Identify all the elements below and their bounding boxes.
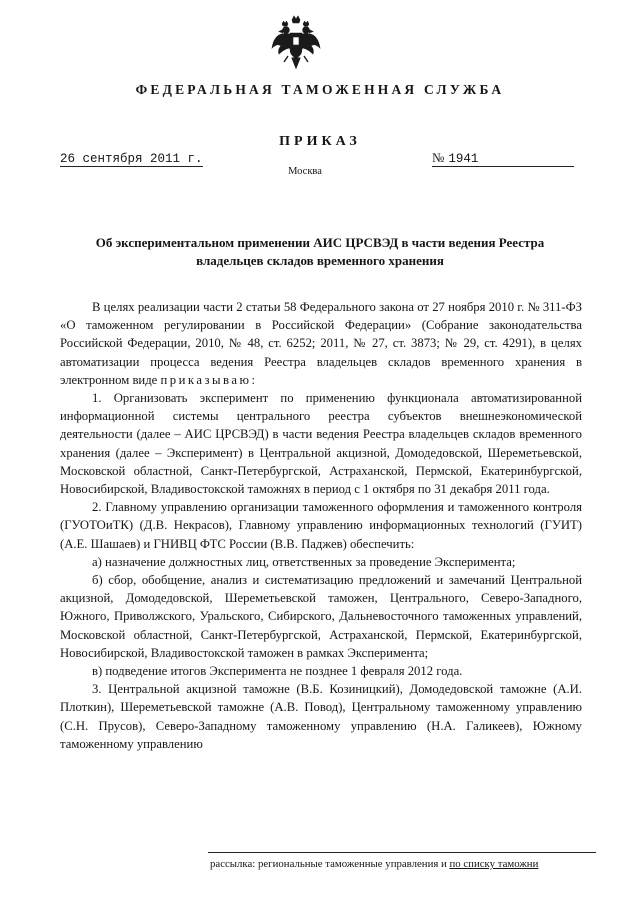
distribution-list: по списку таможни xyxy=(449,858,539,870)
distribution-note xyxy=(210,858,538,870)
order-number: 1941 xyxy=(448,152,479,166)
footer-divider xyxy=(208,852,596,853)
paragraph-2c: в) подведение итогов Эксперимента не позднее 1 февраля 2012 года. xyxy=(92,664,463,679)
paragraph-2: 2. Главному управлению организации таможенного оформления и таможенного контроля (ГУОТОиТК) (Д.В. Некрасов), Главному управлению информационных технологий (ГУИТ) (А.Е. Шашаев) и ГНИВЦ ФТС России (В.В. Паджев) обеспечить: xyxy=(60,500,582,551)
state-emblem-icon xyxy=(270,14,322,72)
number-sign: № xyxy=(432,150,445,165)
distribution-prefix: рассылка: региональные таможенные управления и xyxy=(210,858,447,870)
directive-verb: приказываю xyxy=(160,372,252,387)
paragraph-3: 3. Центральной акцизной таможне (В.Б. Козиницкий), Домодедовской таможне (А.И. Плоткин), Шереметьевской таможне (А.В. Повод), Центральному таможенному управлению (С.Н. Прусов), Северо-Западному таможенному управлению (Н.А. Галикеев), Южному таможенному управлению xyxy=(60,682,582,751)
document-type: ПРИКАЗ xyxy=(279,134,361,149)
order-number-line xyxy=(432,151,574,167)
paragraph-2b: б) сбор, обобщение, анализ и систематизацию предложений и замечаний Центральной акцизной, Домодедовской, Шереметьевской таможен, Центрального, Северо-Западного, Южного, Приволжского, Уральского, Сибирского, Дальневосточного таможенных управлений, Московской областной, Санкт-Петербургской, Астраханской, Пермской, Екатеринбургской, Новосибирской, Владивостокской таможен в рамках Эксперимента; xyxy=(60,573,582,660)
paragraph-2a: а) назначение должностных лиц, ответственных за проведение Эксперимента; xyxy=(92,554,516,569)
paragraph-1: 1. Организовать эксперимент по применению функционала автоматизированной информационной системы центрального реестра субъектов внешнеэкономической деятельности (далее – АИС ЦРСВЭД) в части ведения Реестра владельцев складов временного хранения (далее – Эксперимент) в Центральной акцизной, Домодедовской, Шереметьевской, Московской областной, Санкт-Петербургской, Астраханской, Пермской, Екатеринбургской, Новосибирской, Владивостокской таможнях в период с 1 октября по 31 декабря 2011 года. xyxy=(60,391,582,497)
preamble-colon: : xyxy=(251,372,256,387)
order-body xyxy=(60,298,582,753)
order-date: 26 сентября 2011 г. xyxy=(60,152,203,166)
subject-line-1: Об экспериментальном применении АИС ЦРСВЭД в части ведения Реестра xyxy=(95,235,545,250)
preamble-paragraph xyxy=(60,298,582,389)
subject-line-2: владельцев складов временного хранения xyxy=(196,253,444,268)
preamble-text: В целях реализации части 2 статьи 58 Федерального закона от 27 ноября 2010 г. № 311-ФЗ «О таможенном регулировании в Российской Федерации» (Собрание законодательства Российской Федерации, 2010, № 48, ст. 6252; 2011, № 27, ст. 3873; № 29, ст. 4291), в целях автоматизации процесса ведения Реестра владельцев складов временного хранения в электронном виде xyxy=(60,300,582,387)
order-subject xyxy=(40,234,600,270)
city: Москва xyxy=(288,166,322,177)
agency-name: ФЕДЕРАЛЬНАЯ ТАМОЖЕННАЯ СЛУЖБА xyxy=(135,82,505,97)
